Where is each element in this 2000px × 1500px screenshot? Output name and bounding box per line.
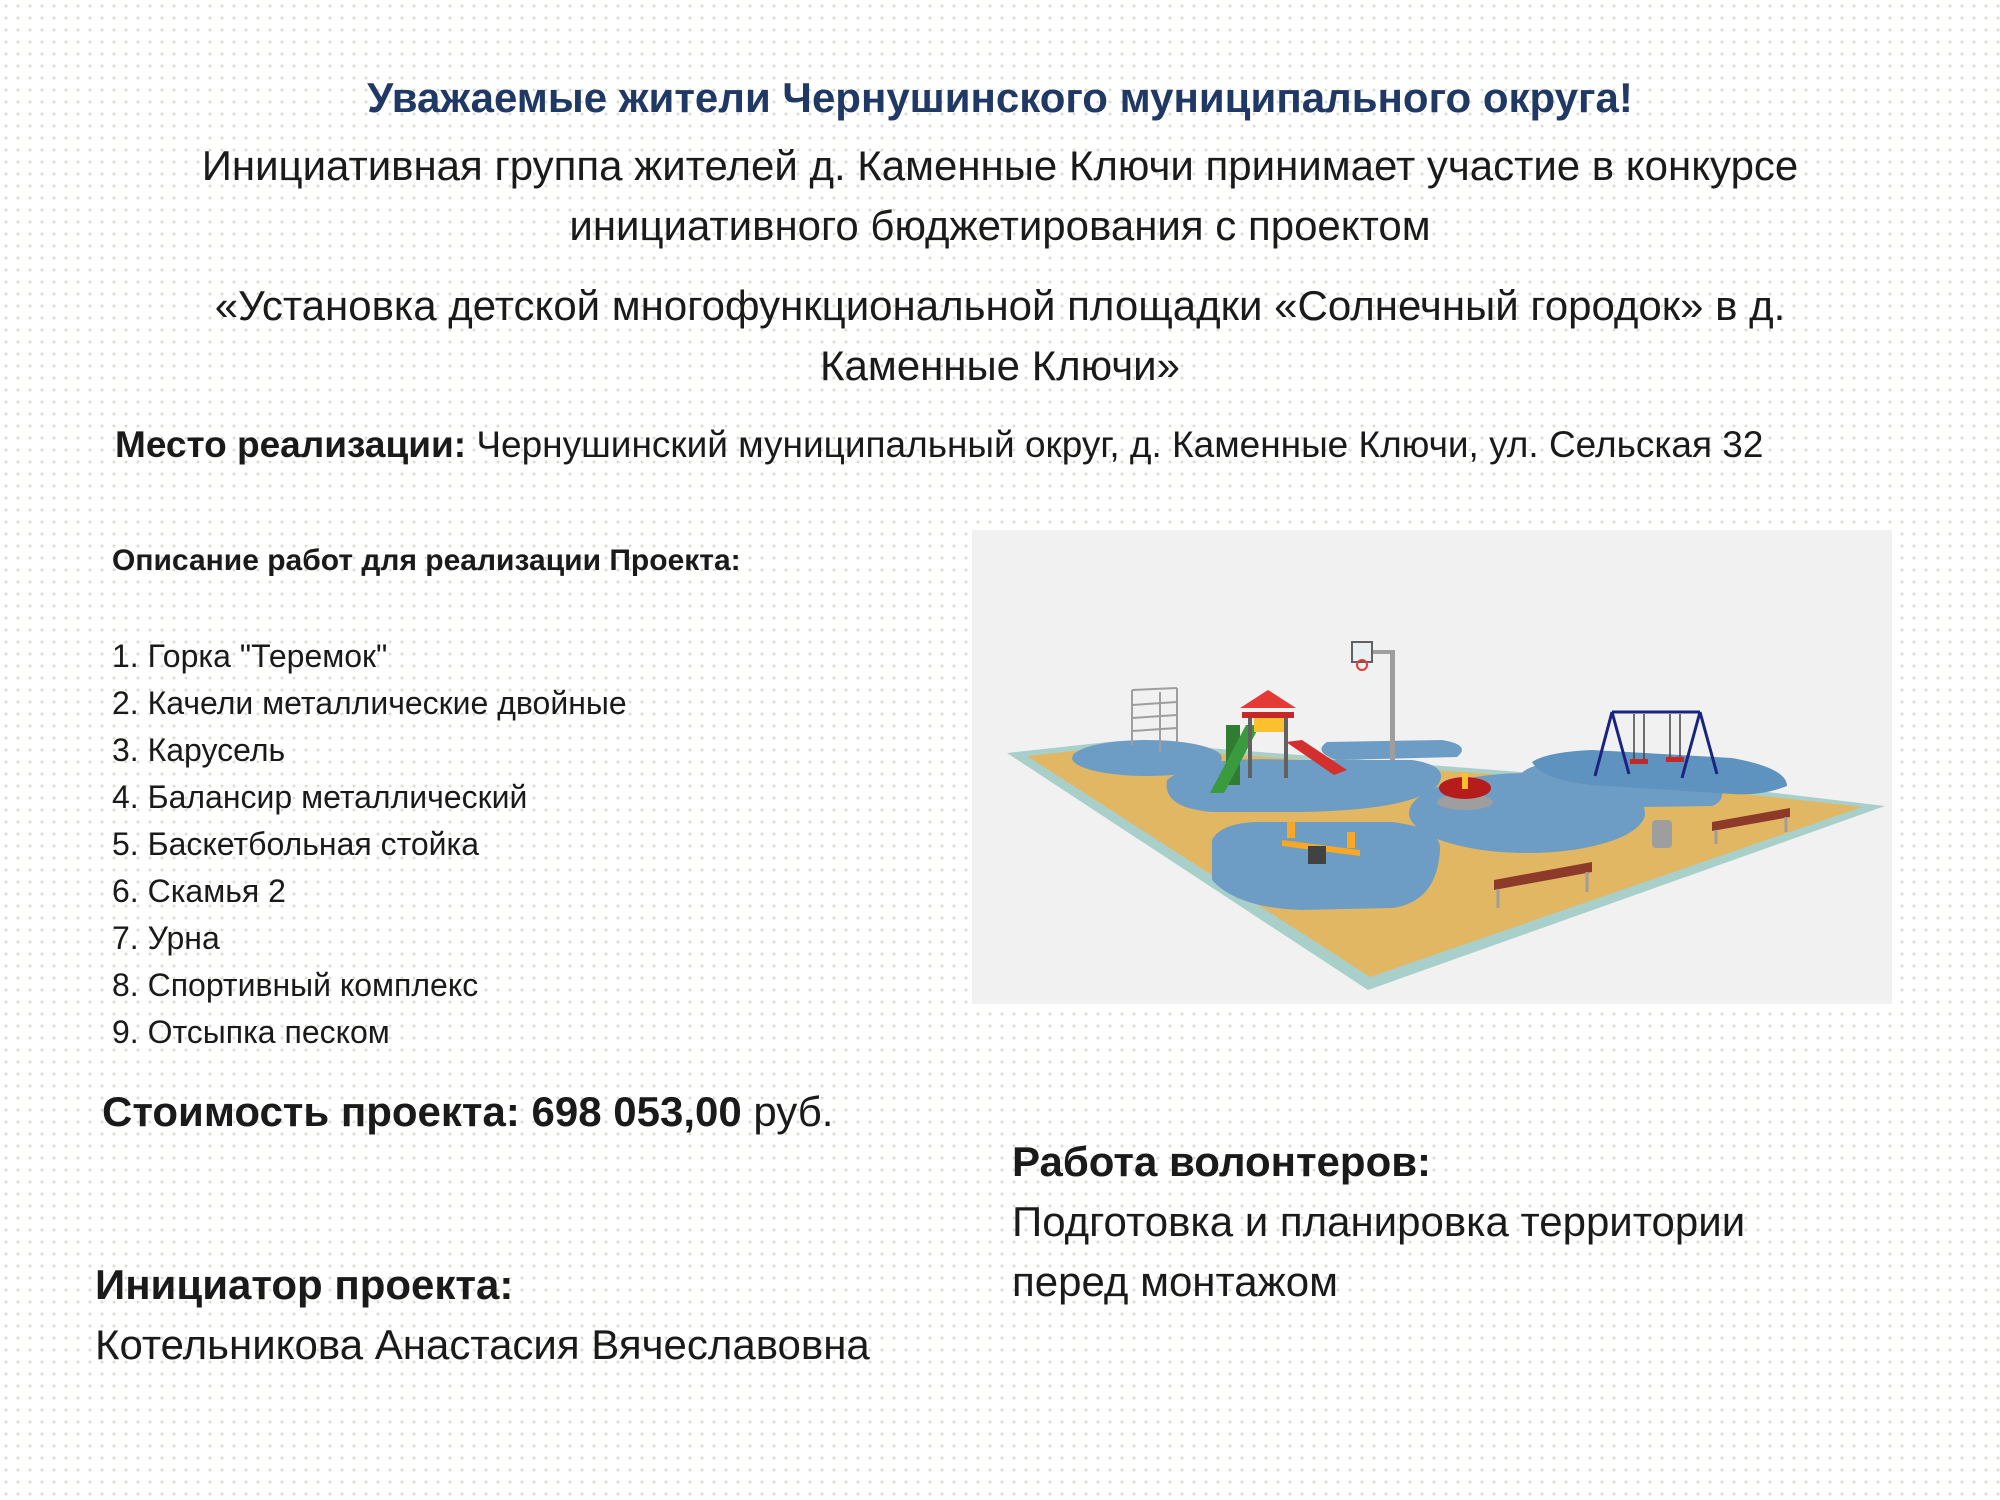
project-name — [80, 276, 1920, 396]
basketball-pole — [1390, 650, 1395, 760]
list-item: 1. Горка "Теремок" — [112, 638, 388, 674]
list-item: 9. Отсыпка песком — [112, 1014, 390, 1050]
greeting-heading: Уважаемые жители Чернушинского муниципального округа! — [367, 74, 1633, 121]
list-item: 6. Скамья 2 — [112, 873, 286, 909]
list-item: 4. Балансир металлический — [112, 779, 528, 815]
intro-text — [80, 136, 1920, 256]
intro-line-1: Инициативная группа жителей д. Каменные Ключи принимает участие в конкурсе — [201, 142, 1799, 189]
list-item: 5. Баскетбольная стойка — [112, 826, 480, 862]
volunteers-label: Работа волонтеров: — [1012, 1138, 1432, 1185]
cost-line — [102, 1088, 833, 1136]
works-title: Описание работ для реализации Проекта: — [112, 544, 741, 577]
location-paragraph — [115, 418, 1895, 472]
list-item: 8. Спортивный комплекс — [112, 967, 479, 1003]
project-name-line-2: Каменные Ключи» — [820, 342, 1180, 389]
project-name-line-1: «Установка детской многофункциональной площадки «Солнечный городок» в д. — [214, 282, 1786, 329]
works-list — [112, 633, 627, 1056]
playground-render — [972, 530, 1892, 1004]
pad-front — [1212, 822, 1440, 910]
intro-line-2: инициативного бюджетирования с проектом — [569, 202, 1431, 249]
urn — [1652, 820, 1672, 848]
cost-currency: руб. — [741, 1088, 834, 1135]
cost-amount: 698 053,00 — [519, 1088, 742, 1135]
initiator-block — [95, 1255, 870, 1375]
slide-roof — [1240, 690, 1296, 708]
initiator-label: Инициатор проекта: — [95, 1261, 514, 1308]
volunteers-line-2: перед монтажом — [1012, 1258, 1338, 1305]
playground-illustration — [972, 530, 1892, 1004]
list-item: 3. Карусель — [112, 732, 286, 768]
list-item: 2. Качели металлические двойные — [112, 685, 627, 721]
volunteers-block — [1012, 1132, 1745, 1312]
list-item: 7. Урна — [112, 920, 220, 956]
location-value: Чернушинский муниципальный округ, д. Каменные Ключи, ул. Сельская 32 — [466, 424, 1764, 465]
location-label: Место реализации: — [115, 424, 467, 465]
initiator-name: Котельникова Анастасия Вячеславовна — [95, 1321, 870, 1368]
volunteers-line-1: Подготовка и планировка территории — [1012, 1198, 1746, 1245]
cost-label: Стоимость проекта: — [102, 1088, 520, 1135]
